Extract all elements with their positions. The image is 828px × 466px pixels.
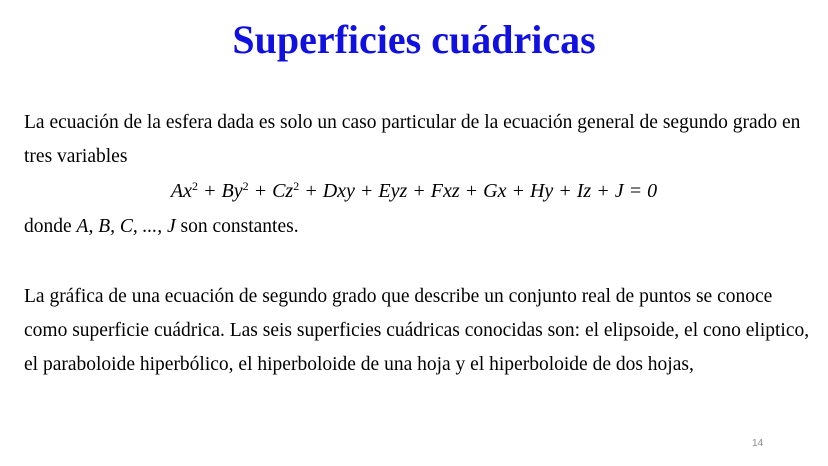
equation-exponent-a: 2 bbox=[191, 179, 198, 193]
equation-term-rest: + Dxy + Eyz + Fxz + Gx + Hy + Iz + J = 0 bbox=[299, 180, 658, 202]
equation-exponent-c: 2 bbox=[293, 179, 300, 193]
page-number: 14 bbox=[752, 438, 764, 449]
equation-term-a: Ax bbox=[170, 180, 192, 202]
constants-line bbox=[24, 210, 299, 244]
quadric-surfaces-paragraph: La gráfica de una ecuación de segundo grado que describe un conjunto real de puntos se conoce como superficie cuádrica. Las seis superficies cuádricas conocidas son: el elipsoide, el cono eliptico, el paraboloide hiperbólico, el hiperboloide de una hoja y el hiperboloide de dos hojas, bbox=[24, 286, 810, 375]
constants-suffix: son constantes. bbox=[180, 216, 299, 237]
equation-term-b: + By bbox=[197, 180, 243, 202]
constants-list: A, B, C, ..., J bbox=[76, 216, 176, 237]
intro-paragraph: La ecuación de la esfera dada es solo un caso particular de la ecuación general de segundo grado en tres variables bbox=[24, 112, 801, 167]
equation-term-c: + Cz bbox=[248, 180, 294, 202]
constants-prefix: donde bbox=[24, 216, 72, 237]
slide-title: Superficies cuádricas bbox=[232, 17, 596, 62]
equation-exponent-b: 2 bbox=[242, 179, 249, 193]
general-quadric-equation bbox=[0, 176, 828, 206]
